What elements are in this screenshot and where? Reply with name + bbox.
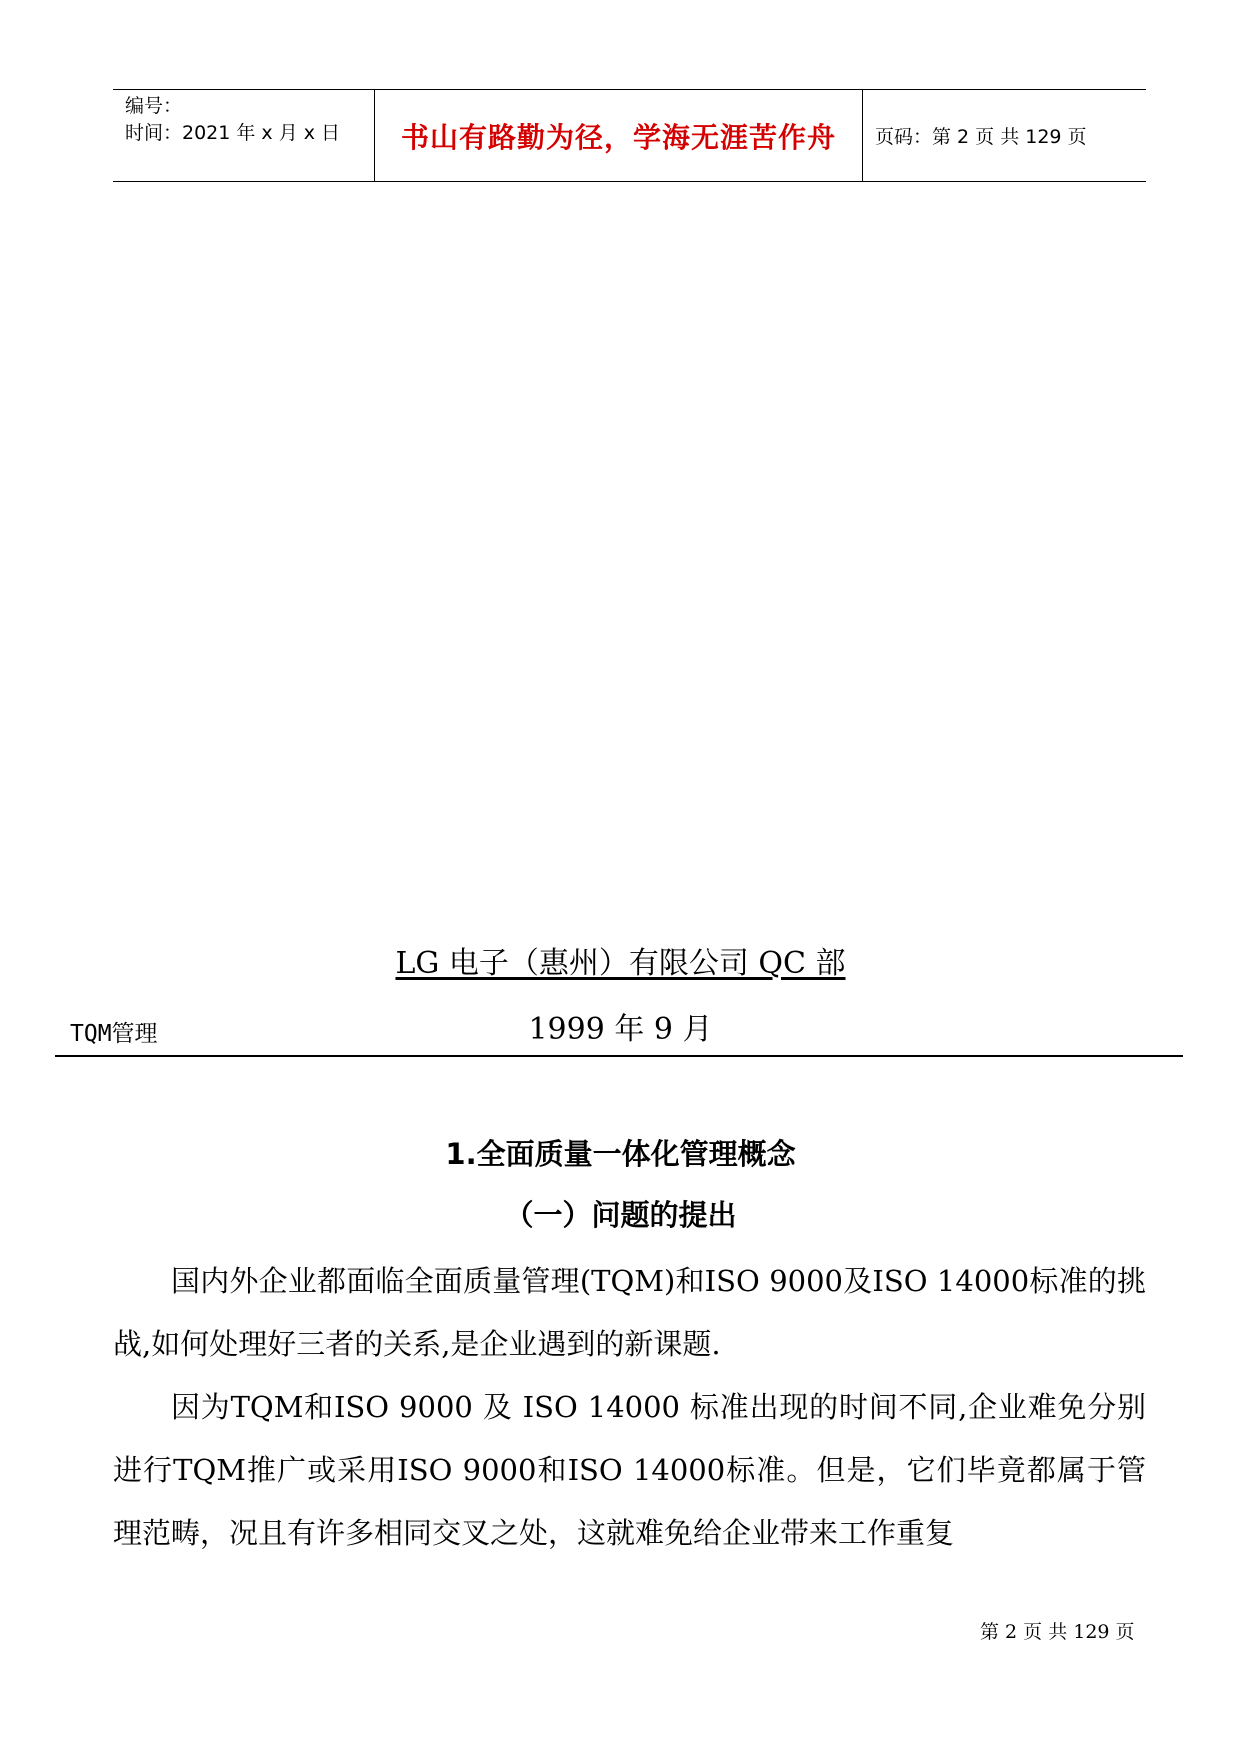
time-label: 时间：2021 年 x 月 x 日	[125, 122, 341, 144]
paragraph-2: 因为TQM和ISO 9000 及 ISO 14000 标准出现的时间不同,企业难免分别进行TQM推广或采用ISO 9000和ISO 14000标准。但是，它们毕竟都属于管理范畴，况且有许多相同交叉之处，这就难免给企业带来工作重复	[113, 1390, 1146, 1550]
header-motto: 书山有路勤为径，学海无涯苦作舟	[375, 90, 863, 181]
header-left-cell	[113, 90, 375, 181]
header-page-label: 页码：第 2 页 共 129 页	[875, 126, 1087, 148]
cover-date: 1999 年 9 月	[528, 1012, 713, 1047]
paragraph-1: 国内外企业都面临全面质量管理(TQM)和ISO 9000及ISO 14000标准的挑战,如何处理好三者的关系,是企业遇到的新课题.	[113, 1264, 1146, 1361]
header-rule	[55, 1055, 1183, 1057]
company-name-text: LG 电子（惠州）有限公司 QC 部	[395, 946, 846, 981]
section-heading: 1.全面质量一体化管理概念	[445, 1137, 796, 1171]
running-header: TQM管理	[70, 1021, 158, 1047]
subsection-heading: （一）问题的提出	[504, 1198, 737, 1232]
company-name	[0, 938, 1241, 982]
number-label: 编号：	[125, 95, 183, 117]
page-footer: 第 2 页 共 129 页	[980, 1621, 1135, 1643]
header-table	[113, 89, 1146, 182]
